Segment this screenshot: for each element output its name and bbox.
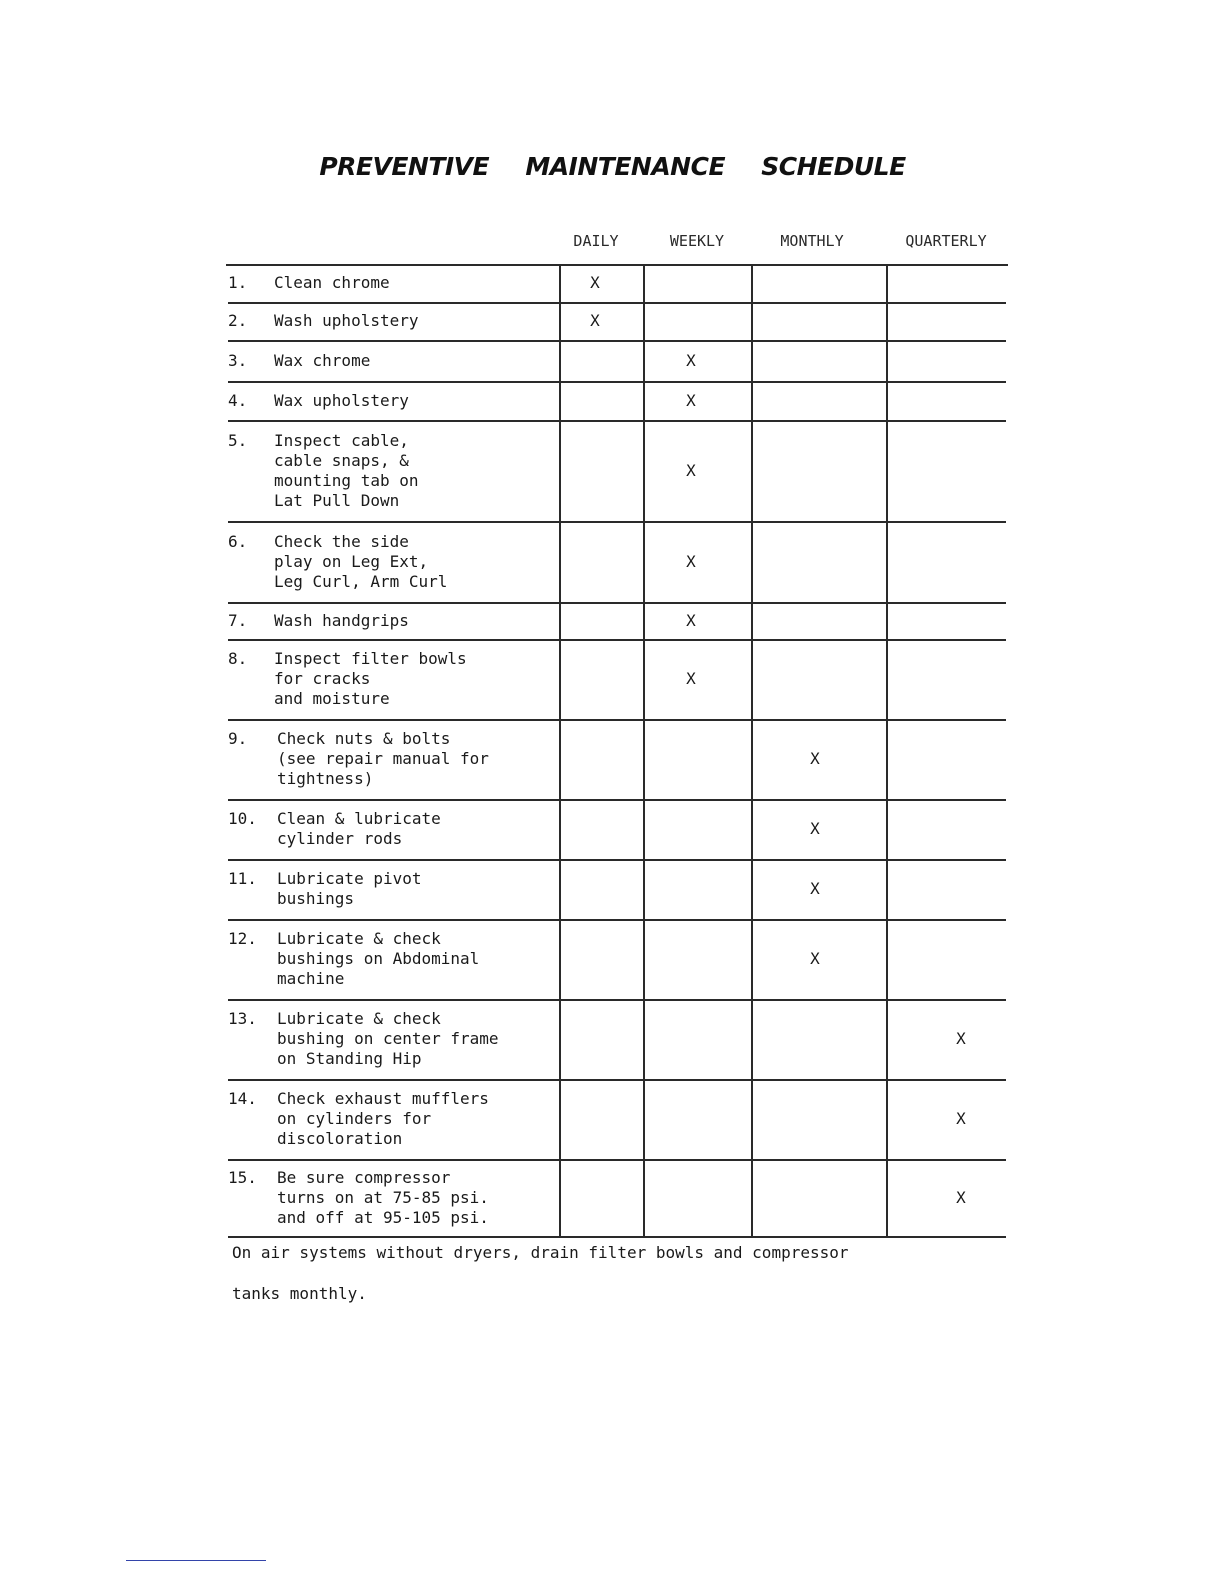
column-header-quarterly: QUARTERLY (905, 232, 987, 250)
row-task-line: bushings (277, 889, 355, 908)
row-task-line: cylinder rods (277, 829, 403, 848)
row-divider (228, 1236, 1006, 1238)
row-task (274, 311, 419, 331)
row-number: 10. (228, 809, 257, 828)
row-task-line: Check nuts & bolts (277, 729, 451, 748)
row-number: 4. (228, 391, 248, 410)
row-number: 11. (228, 869, 257, 888)
row-task-line: Clean chrome (274, 273, 390, 292)
row-task-line: tightness) (277, 769, 374, 788)
row-number: 12. (228, 929, 257, 948)
row-divider (228, 919, 1006, 921)
row-task-line: cable snaps, & (274, 451, 409, 470)
row-task-line: and moisture (274, 689, 390, 708)
frequency-mark: X (686, 351, 696, 370)
row-task-line: Inspect cable, (274, 431, 409, 450)
column-divider (559, 265, 561, 1237)
footer-note-line-1: On air systems without dryers, drain filter bowls and compressor (232, 1243, 849, 1262)
row-divider (228, 1079, 1006, 1081)
row-task (277, 1089, 489, 1149)
row-number: 13. (228, 1009, 257, 1028)
frequency-mark: X (686, 552, 696, 571)
row-task (274, 532, 447, 592)
row-task (277, 1168, 489, 1228)
row-task (274, 431, 419, 511)
row-task-line: Wash upholstery (274, 311, 419, 330)
row-task-line: discoloration (277, 1129, 403, 1148)
row-task (274, 649, 467, 709)
row-task (274, 273, 390, 293)
frequency-mark: X (956, 1188, 966, 1207)
row-number: 8. (228, 649, 248, 668)
row-task-line: machine (277, 969, 345, 988)
row-task-line: Wash handgrips (274, 611, 409, 630)
row-task (274, 351, 370, 371)
column-divider (751, 265, 753, 1237)
row-task-line: on Standing Hip (277, 1049, 422, 1068)
row-task-line: for cracks (274, 669, 371, 688)
row-divider (228, 719, 1006, 721)
row-task-line: and off at 95-105 psi. (277, 1208, 489, 1227)
title-word-3: SCHEDULE (761, 152, 906, 181)
row-task-line: bushing on center frame (277, 1029, 499, 1048)
frequency-mark: X (686, 461, 696, 480)
row-task-line: Check the side (274, 532, 409, 551)
frequency-mark: X (810, 949, 820, 968)
column-header-daily: DAILY (573, 232, 619, 250)
row-task (277, 729, 489, 789)
row-task (277, 869, 422, 909)
row-number: 1. (228, 273, 248, 292)
row-number: 5. (228, 431, 248, 450)
row-number: 15. (228, 1168, 257, 1187)
row-task-line: Lubricate & check (277, 1009, 441, 1028)
frequency-mark: X (810, 879, 820, 898)
row-task-line: play on Leg Ext, (274, 552, 429, 571)
frequency-mark: X (956, 1109, 966, 1128)
frequency-mark: X (590, 273, 600, 292)
table-top-border (226, 264, 1008, 266)
frequency-mark: X (686, 669, 696, 688)
row-number: 7. (228, 611, 248, 630)
row-task (277, 1009, 499, 1069)
row-task-line: Check exhaust mufflers (277, 1089, 489, 1108)
row-task-line: Clean & lubricate (277, 809, 441, 828)
frequency-mark: X (686, 391, 696, 410)
row-divider (228, 302, 1006, 304)
bottom-rule (126, 1560, 266, 1561)
frequency-mark: X (810, 819, 820, 838)
page-title (0, 152, 1225, 181)
row-divider (228, 799, 1006, 801)
row-task-line: turns on at 75-85 psi. (277, 1188, 489, 1207)
frequency-mark: X (686, 611, 696, 630)
row-task-line: Inspect filter bowls (274, 649, 467, 668)
row-divider (228, 1159, 1006, 1161)
row-divider (228, 999, 1006, 1001)
row-number: 9. (228, 729, 248, 748)
row-divider (228, 521, 1006, 523)
row-task-line: Lat Pull Down (274, 491, 400, 510)
row-task-line: (see repair manual for (277, 749, 489, 768)
row-number: 6. (228, 532, 248, 551)
row-task-line: Lubricate & check (277, 929, 441, 948)
column-header-monthly: MONTHLY (780, 232, 844, 250)
frequency-mark: X (956, 1029, 966, 1048)
row-task-line: Wax chrome (274, 351, 371, 370)
row-task-line: mounting tab on (274, 471, 419, 490)
row-task-line: bushings on Abdominal (277, 949, 480, 968)
row-divider (228, 639, 1006, 641)
row-task-line: Wax upholstery (274, 391, 409, 410)
frequency-mark: X (810, 749, 820, 768)
title-word-2: MAINTENANCE (525, 152, 726, 181)
row-task-line: Be sure compressor (277, 1168, 451, 1187)
row-number: 2. (228, 311, 248, 330)
title-word-1: PREVENTIVE (319, 152, 490, 181)
row-task (274, 391, 409, 411)
column-header-weekly: WEEKLY (669, 232, 725, 250)
row-task-line: Leg Curl, Arm Curl (274, 572, 448, 591)
row-task-line: Lubricate pivot (277, 869, 422, 888)
row-divider (228, 420, 1006, 422)
row-divider (228, 381, 1006, 383)
row-task (277, 809, 441, 849)
footer-note-line-2: tanks monthly. (232, 1284, 367, 1303)
row-number: 14. (228, 1089, 257, 1108)
row-task (274, 611, 409, 631)
column-divider (643, 265, 645, 1237)
column-divider (886, 265, 888, 1237)
frequency-mark: X (590, 311, 600, 330)
row-task-line: on cylinders for (277, 1109, 432, 1128)
row-number: 3. (228, 351, 248, 370)
row-task (277, 929, 479, 989)
row-divider (228, 340, 1006, 342)
row-divider (228, 859, 1006, 861)
row-divider (228, 602, 1006, 604)
